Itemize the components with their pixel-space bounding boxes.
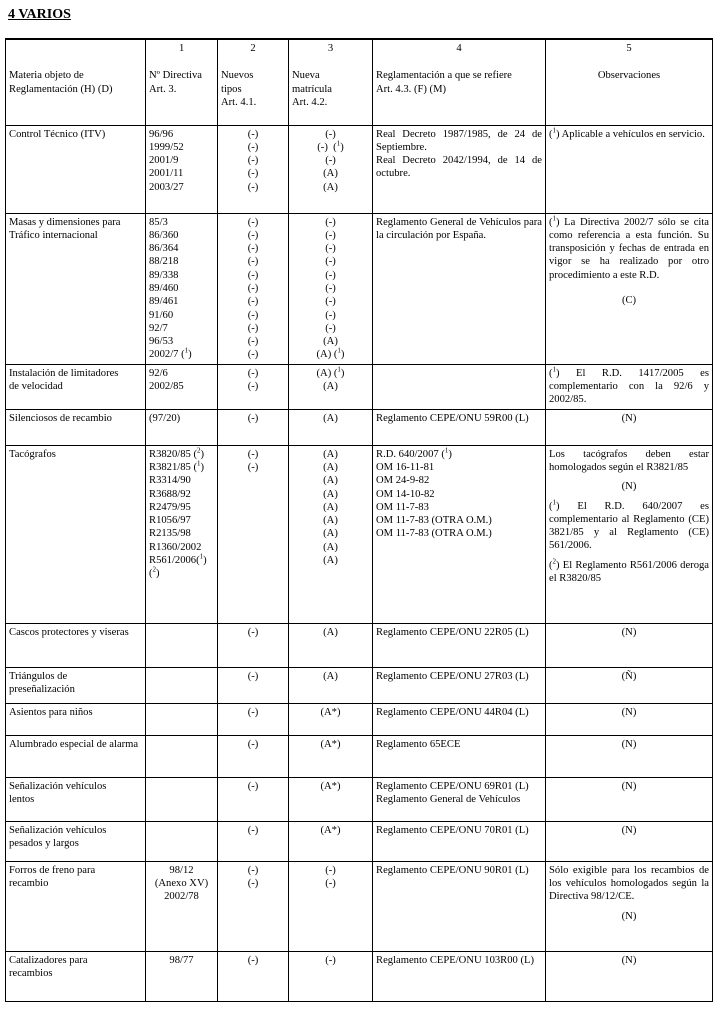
materia-text: Control Técnico (ITV) [9,128,106,140]
materia-text: Alumbrado especial de alarma [9,738,139,750]
section-title: 4 VARIOS [8,7,71,22]
table-row [6,409,713,445]
nuevos-mark: (-) [247,256,259,268]
cell-nuevos [218,364,289,409]
matricula-mark: (A) ($^1$) [316,365,345,379]
matricula-mark: (-) [325,229,336,241]
reglamentacion-text: Reglamento CEPE/ONU 59R00 (L) [376,412,529,424]
materia-text: de velocidad [9,381,63,393]
cell-observaciones [546,409,713,445]
directiva-text: R3820/85 ($^2$) [149,446,204,460]
matricula-mark: (A) [323,670,338,682]
observacion-text: (N) [621,481,637,493]
matricula-mark: (A) [323,412,338,424]
nuevos-mark: (-) [247,877,259,889]
materia-text: recambio [9,877,49,889]
header-nuevos [218,39,289,125]
matricula-mark: (A) [323,448,338,460]
reglamentacion-text: OM 16-11-81 [376,461,435,473]
observacion-text: (N) [621,910,637,922]
header-text: Nuevos [221,70,254,82]
observacion-text: (Ñ) [621,670,637,682]
materia-text: Instalación de limitadores [9,367,119,379]
cell-materia [6,777,146,821]
nuevos-mark: (-) [247,282,259,294]
cell-matricula [289,409,373,445]
table-row [6,125,713,213]
cell-materia [6,735,146,777]
matricula-mark: (A) ($^1$) [316,346,345,361]
table-row [6,735,713,777]
cell-matricula [289,623,373,667]
cell-reglamentacion [373,213,546,364]
table-row [6,861,713,951]
directiva-text: 2001/11 [149,168,184,180]
matricula-mark: (A) [323,168,338,180]
directiva-text: 2001/9 [149,155,179,167]
table-row [6,213,713,364]
nuevos-mark: (-) [247,381,259,393]
nuevos-mark: (-) [247,780,259,792]
cell-matricula [289,213,373,364]
header-row [6,39,713,125]
cell-matricula [289,667,373,703]
matricula-mark: (-) [325,309,336,321]
directiva-text: R1056/97 [149,515,191,527]
cell-materia [6,409,146,445]
cell-matricula [289,777,373,821]
header-text: Reglamentación (H) (D) [9,83,113,95]
cell-observaciones [546,445,713,623]
matricula-mark: (-) ($^1$) [317,139,344,153]
nuevos-mark: (-) [247,626,259,638]
header-text: Reglamentación a que se refiere [376,70,512,82]
cell-materia [6,667,146,703]
directiva-text: 86/364 [149,243,179,255]
header-text: Materia objeto de [9,70,84,82]
matricula-mark: (-) [325,216,336,228]
cell-directiva [146,735,218,777]
cell-matricula [289,861,373,951]
reglamentacion-text: Reglamento CEPE/ONU 22R05 (L) [376,626,529,638]
table-row [6,821,713,861]
materia-text: lentos [9,793,35,805]
matricula-mark: (-) [325,155,336,167]
materia-text: preseñalización [9,683,75,695]
nuevos-mark: (-) [247,296,259,308]
header-matricula [289,39,373,125]
materia-text: Cascos protectores y viseras [9,626,129,638]
matricula-mark: (-) [325,877,336,889]
cell-directiva [146,861,218,951]
table-row [6,951,713,1001]
observacion-text: ($^2$) El Reglamento R561/2006 deroga el R3820/85 [549,557,709,585]
table-row [6,703,713,735]
reglamentacion-text: OM 14-10-82 [376,488,435,500]
cell-nuevos [218,445,289,623]
reglamentacion-text: OM 11-7-83 (OTRA O.M.) [376,515,492,527]
cell-observaciones [546,777,713,821]
nuevos-mark: (-) [247,309,259,321]
observacion-text: Los tacógrafos deben estar homologados según el R3821/85 [549,448,709,473]
nuevos-mark: (-) [247,322,259,334]
header-text: Nº Directiva [149,70,202,82]
directiva-text: R3314/90 [149,475,191,487]
column-number: 5 [626,43,632,54]
cell-observaciones [546,667,713,703]
cell-materia [6,821,146,861]
observacion-text: (N) [621,626,637,638]
header-reglamentacion [373,39,546,125]
nuevos-mark: (-) [247,155,259,167]
observacion-text: (N) [621,954,637,966]
header-text: Art. 3. [149,83,177,95]
header-text: tipos [221,83,242,95]
directiva-text: 92/7 [149,322,168,334]
cell-directiva [146,409,218,445]
cell-materia [6,623,146,667]
reglamentacion-text: Real Decreto 2042/1994, de 14 de octubre. [376,155,542,180]
matricula-mark: (A*) [320,706,341,718]
matricula-mark: (A) [323,461,338,473]
directiva-text: R3821/85 ($^1$) [149,459,204,473]
table-row [6,623,713,667]
cell-directiva [146,364,218,409]
cell-matricula [289,703,373,735]
cell-observaciones [546,703,713,735]
cell-observaciones [546,364,713,409]
directiva-text: R3688/92 [149,488,191,500]
directiva-text: 85/3 [149,216,168,228]
nuevos-mark: (-) [247,448,259,460]
materia-text: pesados y largos [9,837,79,849]
materia-text: Catalizadores para [9,954,88,966]
cell-materia [6,951,146,1001]
cell-reglamentacion [373,821,546,861]
directiva-text: 2002/7 ($^1$) [149,346,192,361]
cell-nuevos [218,703,289,735]
nuevos-mark: (-) [247,243,259,255]
matricula-mark: (A) [323,501,338,513]
cell-matricula [289,364,373,409]
reglamentacion-text: Reglamento General de Vehículos para la circulación por España. [376,216,542,241]
cell-reglamentacion [373,703,546,735]
directiva-text: 92/6 [149,367,168,379]
directiva-text: 89/460 [149,282,179,294]
observacion-text: (N) [621,824,637,836]
column-number: 2 [250,43,256,54]
column-number: 3 [327,43,334,54]
matricula-mark: (-) [325,128,336,140]
directiva-text: R2135/98 [149,528,191,540]
matricula-mark: (A*) [320,824,341,836]
column-number: 4 [456,43,462,54]
cell-directiva [146,623,218,667]
reglamentacion-text: OM 24-9-82 [376,475,430,487]
header-text: Nueva [292,70,320,82]
cell-reglamentacion [373,125,546,213]
reglamentacion-text: Reglamento CEPE/ONU 103R00 (L) [376,954,535,966]
header-directiva [146,39,218,125]
matricula-mark: (-) [325,864,336,876]
matricula-mark: (-) [325,322,336,334]
cell-matricula [289,445,373,623]
nuevos-mark: (-) [247,412,259,424]
cell-nuevos [218,951,289,1001]
materia-text: Silenciosos de recambio [9,412,112,424]
observacion-text: ($^1$) Aplicable a vehículos en servicio. [549,125,705,140]
cell-observaciones [546,213,713,364]
directiva-text: (Anexo XV) [154,877,209,889]
observacion-text: (N) [621,706,637,718]
reglamentacion-text: Reglamento General de Vehículos [376,793,521,805]
nuevos-mark: (-) [247,738,259,750]
cell-observaciones [546,623,713,667]
observacion-text: (N) [621,412,637,424]
nuevos-mark: (-) [247,141,259,153]
cell-materia [6,364,146,409]
reglamentacion-text: Reglamento CEPE/ONU 27R03 (L) [376,670,529,682]
nuevos-mark: (-) [247,954,259,966]
directiva-text: 1999/52 [149,141,184,153]
matricula-mark: (A) [323,626,338,638]
materia-text: Señalización vehículos [9,824,107,836]
table-row [6,667,713,703]
directiva-text: 2002/78 [164,891,199,903]
cell-matricula [289,951,373,1001]
cell-matricula [289,821,373,861]
matricula-mark: (A) [323,181,338,193]
materia-text: Triángulos de [9,670,68,682]
directiva-text: ($^2$) [149,565,160,580]
matricula-mark: (-) [325,256,336,268]
table-row [6,445,713,623]
nuevos-mark: (-) [247,216,259,228]
materia-text: Tráfico internacional [9,229,98,241]
directiva-text: 98/77 [169,954,194,966]
cell-nuevos [218,777,289,821]
cell-directiva [146,125,218,213]
matricula-mark: (A*) [320,780,341,792]
cell-directiva [146,445,218,623]
matricula-mark: (-) [325,282,336,294]
materia-text: Forros de freno para [9,864,96,876]
matricula-mark: (-) [325,243,336,255]
table-row [6,777,713,821]
header-observaciones [546,39,713,125]
directiva-text: 2003/27 [149,181,184,193]
matricula-mark: (A) [323,381,338,393]
directiva-text: 88/218 [149,256,179,268]
directiva-text: 89/338 [149,269,179,281]
observacion-text: ($^1$) El R.D. 640/2007 es complementario al Reglamento (CE) 3821/85 y al Reglamento (CE) 561/2006. [549,498,709,552]
cell-reglamentacion [373,951,546,1001]
directiva-text: 98/12 [169,864,194,876]
reglamentacion-text: Reglamento 65ECE [376,738,461,750]
nuevos-mark: (-) [247,336,259,348]
nuevos-mark: (-) [247,706,259,718]
matricula-mark: (-) [325,954,336,966]
nuevos-mark: (-) [247,168,259,180]
cell-observaciones [546,821,713,861]
reglamentacion-text: Real Decreto 1987/1985, de 24 de Septiembre. [376,128,542,153]
directiva-text: 89/461 [149,296,179,308]
header-text: Art. 4.1. [221,96,257,108]
cell-reglamentacion [373,667,546,703]
matricula-mark: (-) [325,269,336,281]
cell-nuevos [218,125,289,213]
header-text: matrícula [292,83,333,95]
nuevos-mark: (-) [247,128,259,140]
header-materia [6,39,146,125]
reglamentacion-text: Reglamento CEPE/ONU 44R04 (L) [376,706,529,718]
materia-text: recambios [9,967,53,979]
directiva-text: R2479/95 [149,501,191,513]
matricula-mark: (A) [323,541,338,553]
cell-observaciones [546,125,713,213]
cell-nuevos [218,821,289,861]
matricula-mark: (A) [323,488,338,500]
cell-observaciones [546,735,713,777]
cell-materia [6,213,146,364]
header-text: Art. 4.2. [292,96,328,108]
directiva-text: 86/360 [149,229,179,241]
header-text: Observaciones [597,70,661,82]
cell-nuevos [218,667,289,703]
column-number: 1 [179,43,185,54]
materia-text: Masas y dimensiones para [9,216,121,228]
reglamentacion-text: Reglamento CEPE/ONU 70R01 (L) [376,824,529,836]
cell-directiva [146,821,218,861]
cell-materia [6,445,146,623]
observacion-text: ($^1$) La Directiva 2002/7 sólo se cita como referencia a esta función. Su transposición y fechas de entrada en vigor se ha realizado por otro procedimiento a este R.D. [549,213,709,281]
materia-text: Asientos para niños [9,706,93,718]
cell-reglamentacion [373,777,546,821]
reglamentacion-text: Reglamento CEPE/ONU 90R01 (L) [376,864,529,876]
nuevos-mark: (-) [247,269,259,281]
nuevos-mark: (-) [247,367,259,379]
directiva-text: (97/20) [149,412,181,424]
nuevos-mark: (-) [247,864,259,876]
nuevos-mark: (-) [247,824,259,836]
directiva-text: 96/96 [149,128,174,140]
matricula-mark: (A*) [320,738,341,750]
nuevos-mark: (-) [247,349,259,361]
directiva-text: R1360/2002 [149,541,202,553]
cell-nuevos [218,861,289,951]
matricula-mark: (-) [325,296,336,308]
reglamentacion-text: OM 11-7-83 (OTRA O.M.) [376,528,492,540]
directiva-text: 96/53 [149,336,174,348]
cell-reglamentacion [373,445,546,623]
matricula-mark: (A) [323,336,338,348]
header-text: Art. 4.3. (F) (M) [376,83,447,95]
cell-directiva [146,777,218,821]
cell-materia [6,125,146,213]
cell-nuevos [218,735,289,777]
observacion-text: ($^1$) El R.D. 1417/2005 es complementario con la 92/6 y 2002/85. [549,365,709,406]
directiva-text: R561/2006($^1$) [149,552,207,567]
table-row [6,364,713,409]
nuevos-mark: (-) [247,181,259,193]
matricula-mark: (A) [323,555,338,567]
reglamentacion-text: R.D. 640/2007 ($^1$) [376,446,452,460]
cell-reglamentacion [373,861,546,951]
cell-directiva [146,667,218,703]
matricula-mark: (A) [323,515,338,527]
nuevos-mark: (-) [247,229,259,241]
cell-materia [6,703,146,735]
cell-directiva [146,951,218,1001]
cell-observaciones [546,951,713,1001]
cell-nuevos [218,409,289,445]
regulation-table [5,38,713,1002]
cell-reglamentacion [373,735,546,777]
cell-materia [6,861,146,951]
directiva-text: 91/60 [149,309,174,321]
reglamentacion-text: OM 11-7-83 [376,501,429,513]
cell-reglamentacion [373,623,546,667]
cell-nuevos [218,213,289,364]
cell-matricula [289,125,373,213]
reglamentacion-text: Reglamento CEPE/ONU 69R01 (L) [376,780,529,792]
cell-directiva [146,703,218,735]
observacion-text: (N) [621,738,637,750]
matricula-mark: (A) [323,528,338,540]
materia-text: Tacógrafos [9,448,56,460]
cell-nuevos [218,623,289,667]
observacion-text: (C) [621,294,637,306]
nuevos-mark: (-) [247,461,259,473]
cell-matricula [289,735,373,777]
matricula-mark: (A) [323,475,338,487]
observacion-text: (N) [621,780,637,792]
nuevos-mark: (-) [247,670,259,682]
materia-text: Señalización vehículos [9,780,107,792]
cell-observaciones [546,861,713,951]
cell-reglamentacion [373,409,546,445]
directiva-text: 2002/85 [149,381,184,393]
observacion-text: Sólo exigible para los recambios de los vehículos homologados según la Directiva 98/12/CE. [549,864,709,903]
cell-directiva [146,213,218,364]
cell-reglamentacion [373,364,546,409]
